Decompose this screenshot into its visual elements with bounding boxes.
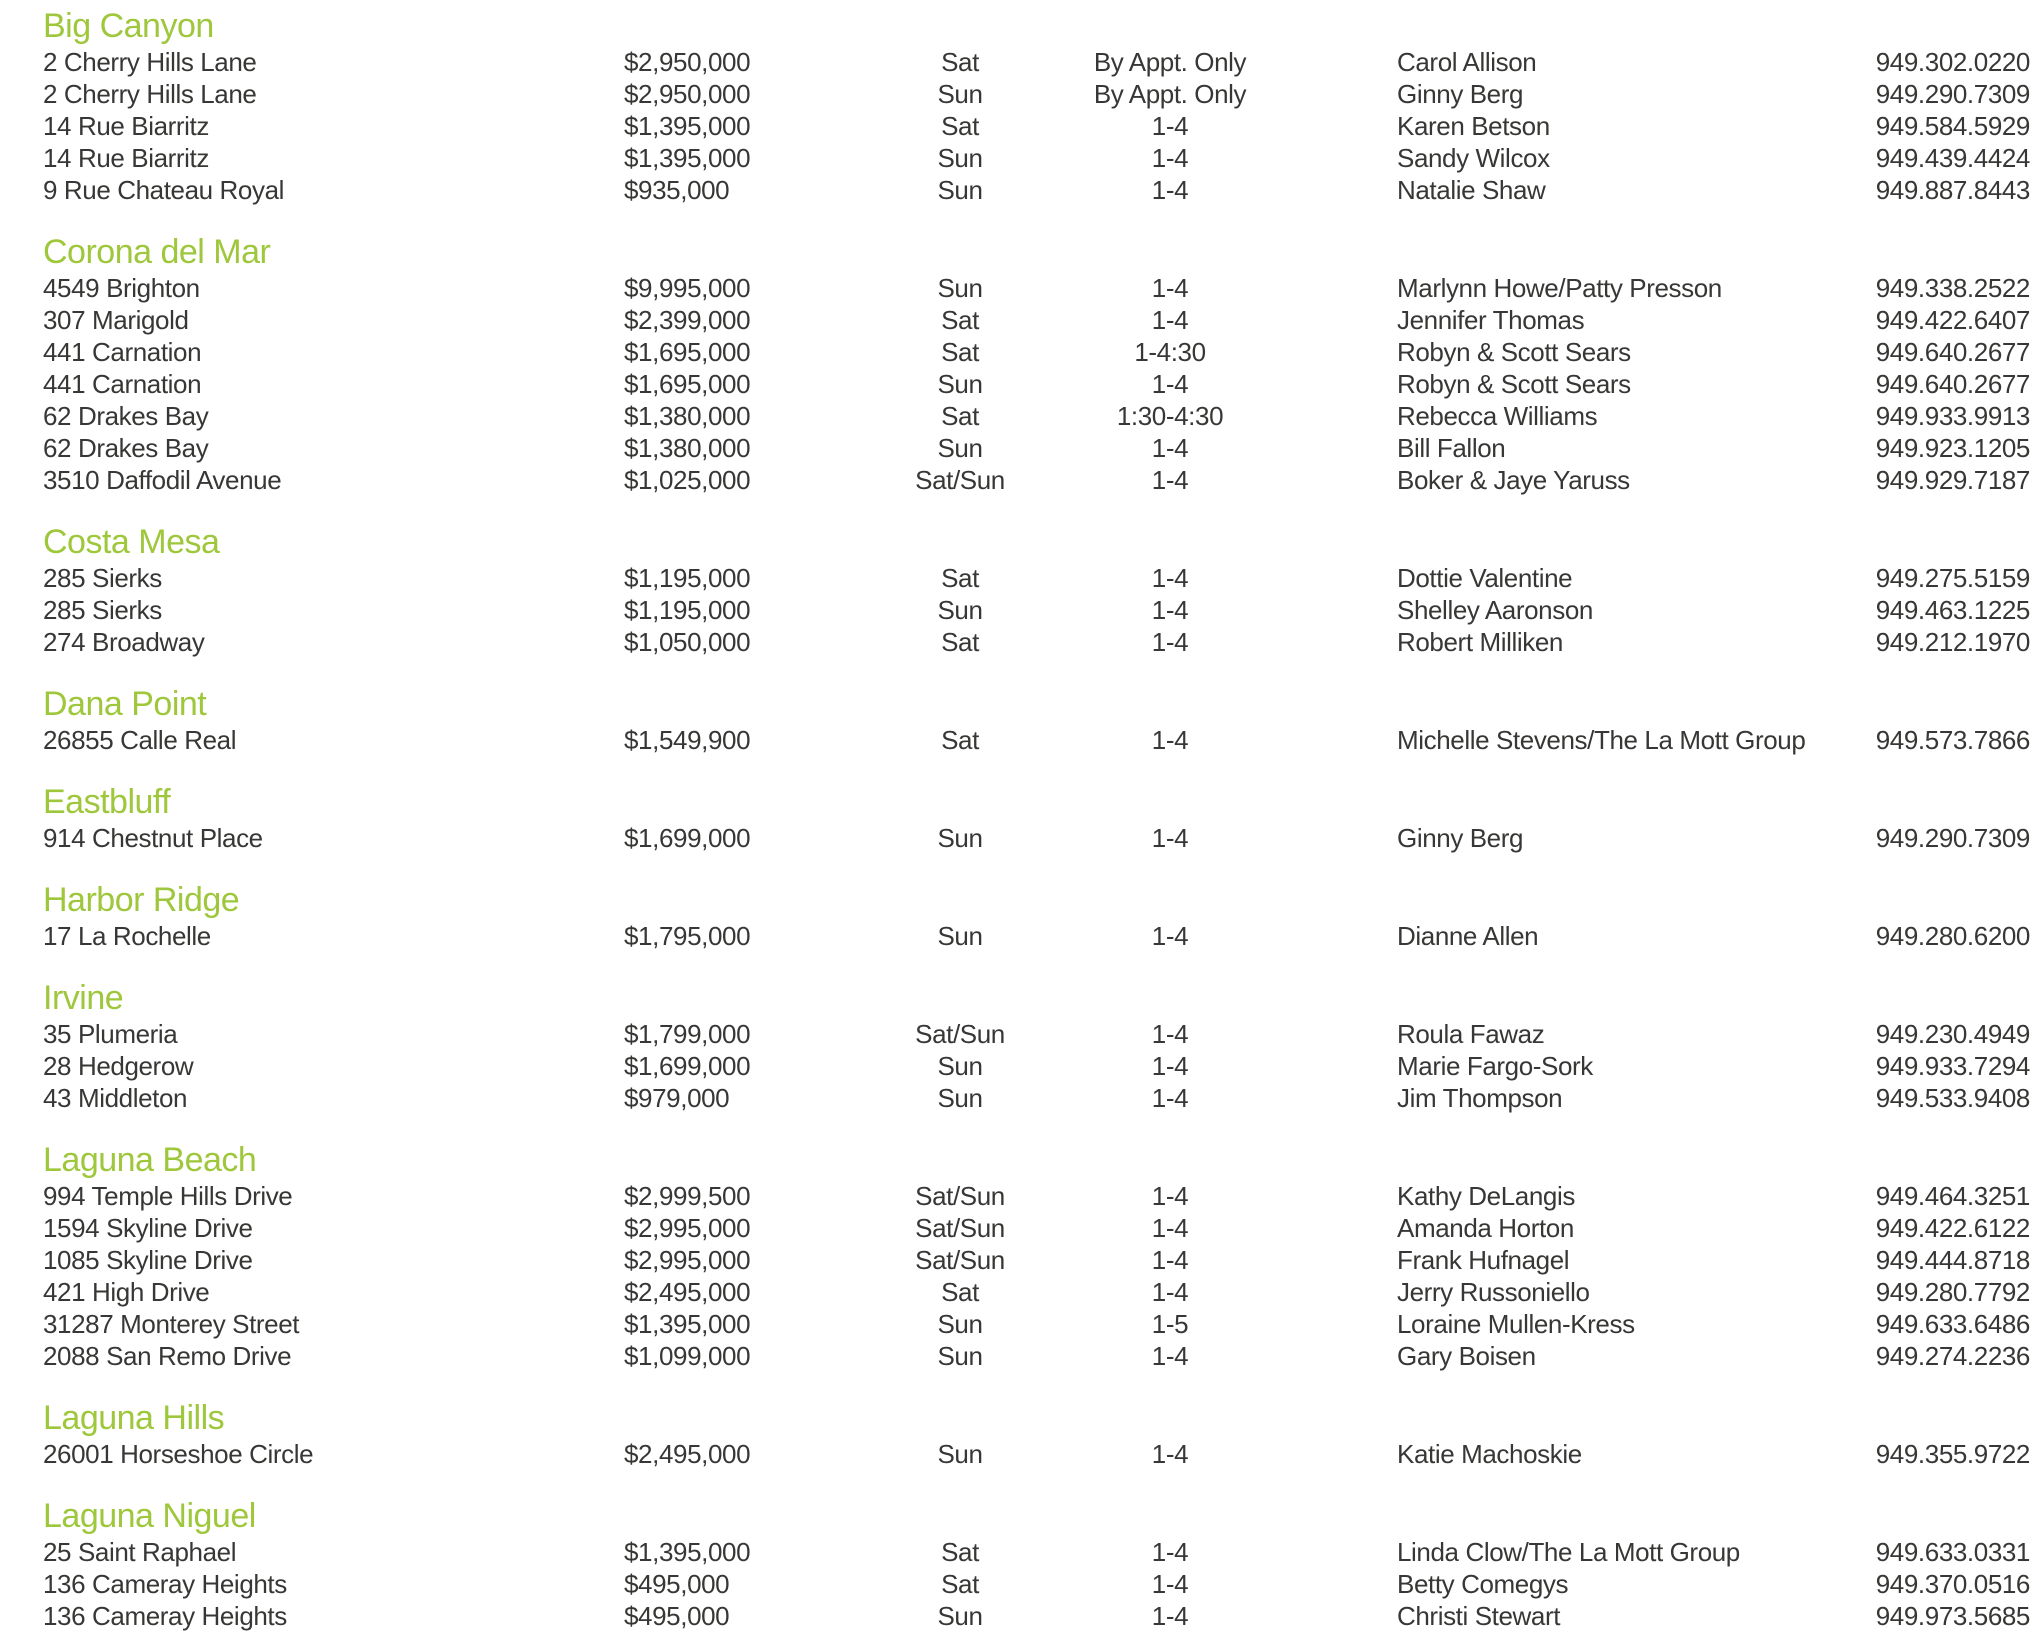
column-spacer xyxy=(1295,1180,1397,1212)
price-cell: $1,799,000 xyxy=(624,1019,751,1049)
phone-cell: 949.633.0331 xyxy=(1875,1537,2030,1567)
column-spacer xyxy=(1295,1308,1397,1340)
price-cell: $495,000 xyxy=(624,1601,730,1631)
phone-cell: 949.633.6486 xyxy=(1875,1309,2030,1339)
phone-cell: 949.370.0516 xyxy=(1875,1569,2030,1599)
price-cell: $2,399,000 xyxy=(624,305,751,335)
phone-cell: 949.640.2677 xyxy=(1875,369,2030,399)
address-cell: 26855 Calle Real xyxy=(43,725,237,755)
column-spacer xyxy=(1295,336,1397,368)
time-cell: 1-5 xyxy=(1151,1309,1189,1339)
column-spacer xyxy=(1295,1276,1397,1308)
address-cell: 35 Plumeria xyxy=(43,1019,178,1049)
column-spacer xyxy=(1295,626,1397,658)
column-spacer xyxy=(1295,1082,1397,1114)
column-spacer xyxy=(1295,920,1397,952)
listing-row xyxy=(43,1276,2030,1308)
day-cell: Sun xyxy=(937,433,983,463)
day-cell: Sun xyxy=(937,1309,983,1339)
listing-row xyxy=(43,174,2030,206)
column-spacer xyxy=(1295,432,1397,464)
listing-row xyxy=(43,594,2030,626)
day-cell: Sun xyxy=(937,1341,983,1371)
price-cell: $1,395,000 xyxy=(624,111,751,141)
phone-cell: 949.923.1205 xyxy=(1875,433,2030,463)
listing-rows xyxy=(43,920,2030,952)
address-cell: 4549 Brighton xyxy=(43,273,200,303)
price-cell: $1,380,000 xyxy=(624,433,751,463)
day-cell: Sun xyxy=(937,823,983,853)
address-cell: 274 Broadway xyxy=(43,627,205,657)
listing-row xyxy=(43,1536,2030,1568)
column-spacer xyxy=(1295,142,1397,174)
price-cell: $1,195,000 xyxy=(624,595,751,625)
listing-rows xyxy=(43,1536,2030,1632)
address-cell: 1085 Skyline Drive xyxy=(43,1245,253,1275)
column-spacer xyxy=(1295,1340,1397,1372)
price-cell: $2,950,000 xyxy=(624,47,751,77)
day-cell: Sat xyxy=(941,1537,979,1567)
price-cell: $2,999,500 xyxy=(624,1181,751,1211)
agent-cell: Robyn & Scott Sears xyxy=(1397,369,1631,399)
listing-row xyxy=(43,920,2030,952)
phone-cell: 949.444.8718 xyxy=(1875,1245,2030,1275)
phone-cell: 949.355.9722 xyxy=(1875,1439,2030,1469)
listing-row xyxy=(43,110,2030,142)
day-cell: Sat xyxy=(941,337,979,367)
time-cell: 1-4 xyxy=(1151,433,1189,463)
listing-rows xyxy=(43,272,2030,496)
price-cell: $1,699,000 xyxy=(624,1051,751,1081)
listing-row xyxy=(43,78,2030,110)
day-cell: Sun xyxy=(937,369,983,399)
agent-cell: Jennifer Thomas xyxy=(1397,305,1585,335)
time-cell: 1-4 xyxy=(1151,369,1189,399)
agent-cell: Bill Fallon xyxy=(1397,433,1506,463)
agent-cell: Dottie Valentine xyxy=(1397,563,1573,593)
price-cell: $2,950,000 xyxy=(624,79,751,109)
column-spacer xyxy=(1295,464,1397,496)
listing-row xyxy=(43,1082,2030,1114)
address-cell: 62 Drakes Bay xyxy=(43,401,209,431)
city-section xyxy=(43,232,2030,496)
phone-cell: 949.929.7187 xyxy=(1875,465,2030,495)
city-header: Laguna Hills xyxy=(43,1399,225,1437)
agent-cell: Ginny Berg xyxy=(1397,79,1524,109)
city-header: Big Canyon xyxy=(43,7,214,45)
phone-cell: 949.422.6407 xyxy=(1875,305,2030,335)
agent-cell: Gary Boisen xyxy=(1397,1341,1536,1371)
agent-cell: Boker & Jaye Yaruss xyxy=(1397,465,1630,495)
time-cell: 1-4 xyxy=(1151,1439,1189,1469)
address-cell: 2 Cherry Hills Lane xyxy=(43,79,257,109)
address-cell: 14 Rue Biarritz xyxy=(43,111,209,141)
day-cell: Sat xyxy=(941,47,979,77)
listing-row xyxy=(43,1180,2030,1212)
agent-cell: Sandy Wilcox xyxy=(1397,143,1550,173)
price-cell: $9,995,000 xyxy=(624,273,751,303)
price-cell: $2,995,000 xyxy=(624,1245,751,1275)
price-cell: $2,495,000 xyxy=(624,1277,751,1307)
time-cell: 1-4:30 xyxy=(1134,337,1206,367)
agent-cell: Dianne Allen xyxy=(1397,921,1539,951)
phone-cell: 949.933.9913 xyxy=(1875,401,2030,431)
city-section xyxy=(43,880,2030,952)
agent-cell: Loraine Mullen-Kress xyxy=(1397,1309,1635,1339)
agent-cell: Linda Clow/The La Mott Group xyxy=(1397,1537,1740,1567)
address-cell: 421 High Drive xyxy=(43,1277,210,1307)
time-cell: 1-4 xyxy=(1151,175,1189,205)
day-cell: Sun xyxy=(937,1601,983,1631)
time-cell: 1-4 xyxy=(1151,305,1189,335)
address-cell: 441 Carnation xyxy=(43,369,202,399)
listing-row xyxy=(43,562,2030,594)
time-cell: 1-4 xyxy=(1151,595,1189,625)
listing-row xyxy=(43,626,2030,658)
address-cell: 14 Rue Biarritz xyxy=(43,143,209,173)
listing-row xyxy=(43,464,2030,496)
price-cell: $1,050,000 xyxy=(624,627,751,657)
phone-cell: 949.302.0220 xyxy=(1875,47,2030,77)
price-cell: $1,549,900 xyxy=(624,725,751,755)
listing-row xyxy=(43,724,2030,756)
address-cell: 136 Cameray Heights xyxy=(43,1601,287,1631)
address-cell: 285 Sierks xyxy=(43,595,162,625)
day-cell: Sun xyxy=(937,79,983,109)
day-cell: Sun xyxy=(937,1083,983,1113)
phone-cell: 949.533.9408 xyxy=(1875,1083,2030,1113)
phone-cell: 949.212.1970 xyxy=(1875,627,2030,657)
column-spacer xyxy=(1295,1568,1397,1600)
listing-row xyxy=(43,304,2030,336)
column-spacer xyxy=(1295,46,1397,78)
city-section xyxy=(43,1398,2030,1470)
time-cell: 1:30-4:30 xyxy=(1116,401,1224,431)
price-cell: $495,000 xyxy=(624,1569,730,1599)
day-cell: Sun xyxy=(937,595,983,625)
agent-cell: Rebecca Williams xyxy=(1397,401,1598,431)
day-cell: Sun xyxy=(937,1439,983,1469)
agent-cell: Marie Fargo-Sork xyxy=(1397,1051,1593,1081)
price-cell: $1,699,000 xyxy=(624,823,751,853)
agent-cell: Frank Hufnagel xyxy=(1397,1245,1570,1275)
time-cell: 1-4 xyxy=(1151,1213,1189,1243)
time-cell: 1-4 xyxy=(1151,921,1189,951)
agent-cell: Robyn & Scott Sears xyxy=(1397,337,1631,367)
day-cell: Sat/Sun xyxy=(915,1019,1005,1049)
time-cell: 1-4 xyxy=(1151,1537,1189,1567)
phone-cell: 949.280.7792 xyxy=(1875,1277,2030,1307)
address-cell: 26001 Horseshoe Circle xyxy=(43,1439,314,1469)
agent-cell: Shelley Aaronson xyxy=(1397,595,1593,625)
city-section xyxy=(43,1140,2030,1372)
listing-row xyxy=(43,432,2030,464)
agent-cell: Ginny Berg xyxy=(1397,823,1524,853)
city-section xyxy=(43,684,2030,756)
column-spacer xyxy=(1295,400,1397,432)
day-cell: Sun xyxy=(937,921,983,951)
column-spacer xyxy=(1295,78,1397,110)
address-cell: 43 Middleton xyxy=(43,1083,188,1113)
listing-row xyxy=(43,1212,2030,1244)
price-cell: $1,099,000 xyxy=(624,1341,751,1371)
city-section xyxy=(43,978,2030,1114)
listing-row xyxy=(43,1438,2030,1470)
agent-cell: Michelle Stevens/The La Mott Group xyxy=(1397,725,1806,755)
address-cell: 994 Temple Hills Drive xyxy=(43,1181,293,1211)
listing-rows xyxy=(43,822,2030,854)
agent-cell: Betty Comegys xyxy=(1397,1569,1569,1599)
listing-rows xyxy=(43,1018,2030,1114)
agent-cell: Kathy DeLangis xyxy=(1397,1181,1575,1211)
phone-cell: 949.275.5159 xyxy=(1875,563,2030,593)
time-cell: By Appt. Only xyxy=(1093,47,1247,77)
listing-row xyxy=(43,400,2030,432)
time-cell: 1-4 xyxy=(1151,1051,1189,1081)
time-cell: 1-4 xyxy=(1151,111,1189,141)
address-cell: 2088 San Remo Drive xyxy=(43,1341,292,1371)
phone-cell: 949.640.2677 xyxy=(1875,337,2030,367)
day-cell: Sat xyxy=(941,401,979,431)
column-spacer xyxy=(1295,822,1397,854)
listing-row xyxy=(43,1340,2030,1372)
city-header: Dana Point xyxy=(43,685,207,723)
listing-row xyxy=(43,1244,2030,1276)
phone-cell: 949.422.6122 xyxy=(1875,1213,2030,1243)
time-cell: 1-4 xyxy=(1151,465,1189,495)
time-cell: By Appt. Only xyxy=(1093,79,1247,109)
day-cell: Sat/Sun xyxy=(915,465,1005,495)
phone-cell: 949.280.6200 xyxy=(1875,921,2030,951)
time-cell: 1-4 xyxy=(1151,627,1189,657)
column-spacer xyxy=(1295,1244,1397,1276)
price-cell: $1,195,000 xyxy=(624,563,751,593)
column-spacer xyxy=(1295,110,1397,142)
day-cell: Sat xyxy=(941,725,979,755)
price-cell: $935,000 xyxy=(624,175,730,205)
price-cell: $2,495,000 xyxy=(624,1439,751,1469)
column-spacer xyxy=(1295,594,1397,626)
address-cell: 9 Rue Chateau Royal xyxy=(43,175,284,205)
address-cell: 307 Marigold xyxy=(43,305,189,335)
address-cell: 2 Cherry Hills Lane xyxy=(43,47,257,77)
column-spacer xyxy=(1295,304,1397,336)
column-spacer xyxy=(1295,1212,1397,1244)
phone-cell: 949.230.4949 xyxy=(1875,1019,2030,1049)
listing-row xyxy=(43,1600,2030,1632)
city-section xyxy=(43,6,2030,206)
address-cell: 28 Hedgerow xyxy=(43,1051,194,1081)
phone-cell: 949.887.8443 xyxy=(1875,175,2030,205)
time-cell: 1-4 xyxy=(1151,1181,1189,1211)
agent-cell: Karen Betson xyxy=(1397,111,1550,141)
time-cell: 1-4 xyxy=(1151,1019,1189,1049)
price-cell: $1,395,000 xyxy=(624,1309,751,1339)
time-cell: 1-4 xyxy=(1151,1245,1189,1275)
price-cell: $2,995,000 xyxy=(624,1213,751,1243)
listing-rows xyxy=(43,1438,2030,1470)
listing-row xyxy=(43,1050,2030,1082)
time-cell: 1-4 xyxy=(1151,1277,1189,1307)
city-section xyxy=(43,522,2030,658)
time-cell: 1-4 xyxy=(1151,273,1189,303)
phone-cell: 949.573.7866 xyxy=(1875,725,2030,755)
day-cell: Sat xyxy=(941,1277,979,1307)
city-section xyxy=(43,1496,2030,1632)
price-cell: $1,695,000 xyxy=(624,337,751,367)
day-cell: Sun xyxy=(937,175,983,205)
phone-cell: 949.290.7309 xyxy=(1875,823,2030,853)
day-cell: Sat xyxy=(941,563,979,593)
column-spacer xyxy=(1295,174,1397,206)
city-header: Eastbluff xyxy=(43,783,171,821)
time-cell: 1-4 xyxy=(1151,1083,1189,1113)
time-cell: 1-4 xyxy=(1151,725,1189,755)
column-spacer xyxy=(1295,724,1397,756)
agent-cell: Amanda Horton xyxy=(1397,1213,1574,1243)
city-header: Costa Mesa xyxy=(43,523,220,561)
address-cell: 3510 Daffodil Avenue xyxy=(43,465,282,495)
day-cell: Sat/Sun xyxy=(915,1181,1005,1211)
listing-row xyxy=(43,368,2030,400)
day-cell: Sun xyxy=(937,143,983,173)
price-cell: $1,695,000 xyxy=(624,369,751,399)
address-cell: 136 Cameray Heights xyxy=(43,1569,287,1599)
listing-rows xyxy=(43,1180,2030,1372)
listing-row xyxy=(43,822,2030,854)
column-spacer xyxy=(1295,562,1397,594)
address-cell: 285 Sierks xyxy=(43,563,162,593)
agent-cell: Jim Thompson xyxy=(1397,1083,1563,1113)
phone-cell: 949.338.2522 xyxy=(1875,273,2030,303)
column-spacer xyxy=(1295,272,1397,304)
day-cell: Sat xyxy=(941,627,979,657)
time-cell: 1-4 xyxy=(1151,823,1189,853)
day-cell: Sat/Sun xyxy=(915,1213,1005,1243)
time-cell: 1-4 xyxy=(1151,1601,1189,1631)
time-cell: 1-4 xyxy=(1151,1569,1189,1599)
price-cell: $1,795,000 xyxy=(624,921,751,951)
price-cell: $1,380,000 xyxy=(624,401,751,431)
phone-cell: 949.973.5685 xyxy=(1875,1601,2030,1631)
day-cell: Sun xyxy=(937,1051,983,1081)
listing-rows xyxy=(43,562,2030,658)
address-cell: 17 La Rochelle xyxy=(43,921,211,951)
agent-cell: Natalie Shaw xyxy=(1397,175,1546,205)
listing-row xyxy=(43,1568,2030,1600)
day-cell: Sat xyxy=(941,305,979,335)
address-cell: 62 Drakes Bay xyxy=(43,433,209,463)
address-cell: 441 Carnation xyxy=(43,337,202,367)
city-section xyxy=(43,782,2030,854)
listing-row xyxy=(43,1018,2030,1050)
agent-cell: Roula Fawaz xyxy=(1397,1019,1545,1049)
agent-cell: Christi Stewart xyxy=(1397,1601,1561,1631)
phone-cell: 949.933.7294 xyxy=(1875,1051,2030,1081)
address-cell: 31287 Monterey Street xyxy=(43,1309,300,1339)
listing-row xyxy=(43,336,2030,368)
time-cell: 1-4 xyxy=(1151,563,1189,593)
city-header: Irvine xyxy=(43,979,124,1017)
city-header: Corona del Mar xyxy=(43,233,271,271)
phone-cell: 949.464.3251 xyxy=(1875,1181,2030,1211)
time-cell: 1-4 xyxy=(1151,1341,1189,1371)
address-cell: 1594 Skyline Drive xyxy=(43,1213,253,1243)
phone-cell: 949.439.4424 xyxy=(1875,143,2030,173)
column-spacer xyxy=(1295,1536,1397,1568)
city-header: Laguna Beach xyxy=(43,1141,257,1179)
agent-cell: Katie Machoskie xyxy=(1397,1439,1582,1469)
day-cell: Sun xyxy=(937,273,983,303)
phone-cell: 949.463.1225 xyxy=(1875,595,2030,625)
listing-row xyxy=(43,1308,2030,1340)
column-spacer xyxy=(1295,1018,1397,1050)
agent-cell: Carol Allison xyxy=(1397,47,1537,77)
price-cell: $979,000 xyxy=(624,1083,730,1113)
city-header: Harbor Ridge xyxy=(43,881,240,919)
time-cell: 1-4 xyxy=(1151,143,1189,173)
listing-rows xyxy=(43,724,2030,756)
phone-cell: 949.584.5929 xyxy=(1875,111,2030,141)
column-spacer xyxy=(1295,1600,1397,1632)
price-cell: $1,395,000 xyxy=(624,143,751,173)
address-cell: 25 Saint Raphael xyxy=(43,1537,237,1567)
day-cell: Sat xyxy=(941,111,979,141)
day-cell: Sat xyxy=(941,1569,979,1599)
day-cell: Sat/Sun xyxy=(915,1245,1005,1275)
column-spacer xyxy=(1295,1438,1397,1470)
phone-cell: 949.274.2236 xyxy=(1875,1341,2030,1371)
price-cell: $1,025,000 xyxy=(624,465,751,495)
address-cell: 914 Chestnut Place xyxy=(43,823,263,853)
listing-rows xyxy=(43,46,2030,206)
column-spacer xyxy=(1295,1050,1397,1082)
phone-cell: 949.290.7309 xyxy=(1875,79,2030,109)
listing-row xyxy=(43,272,2030,304)
price-cell: $1,395,000 xyxy=(624,1537,751,1567)
agent-cell: Jerry Russoniello xyxy=(1397,1277,1590,1307)
listing-row xyxy=(43,46,2030,78)
listing-row xyxy=(43,142,2030,174)
column-spacer xyxy=(1295,368,1397,400)
agent-cell: Robert Milliken xyxy=(1397,627,1563,657)
city-header: Laguna Niguel xyxy=(43,1497,256,1535)
agent-cell: Marlynn Howe/Patty Presson xyxy=(1397,273,1722,303)
